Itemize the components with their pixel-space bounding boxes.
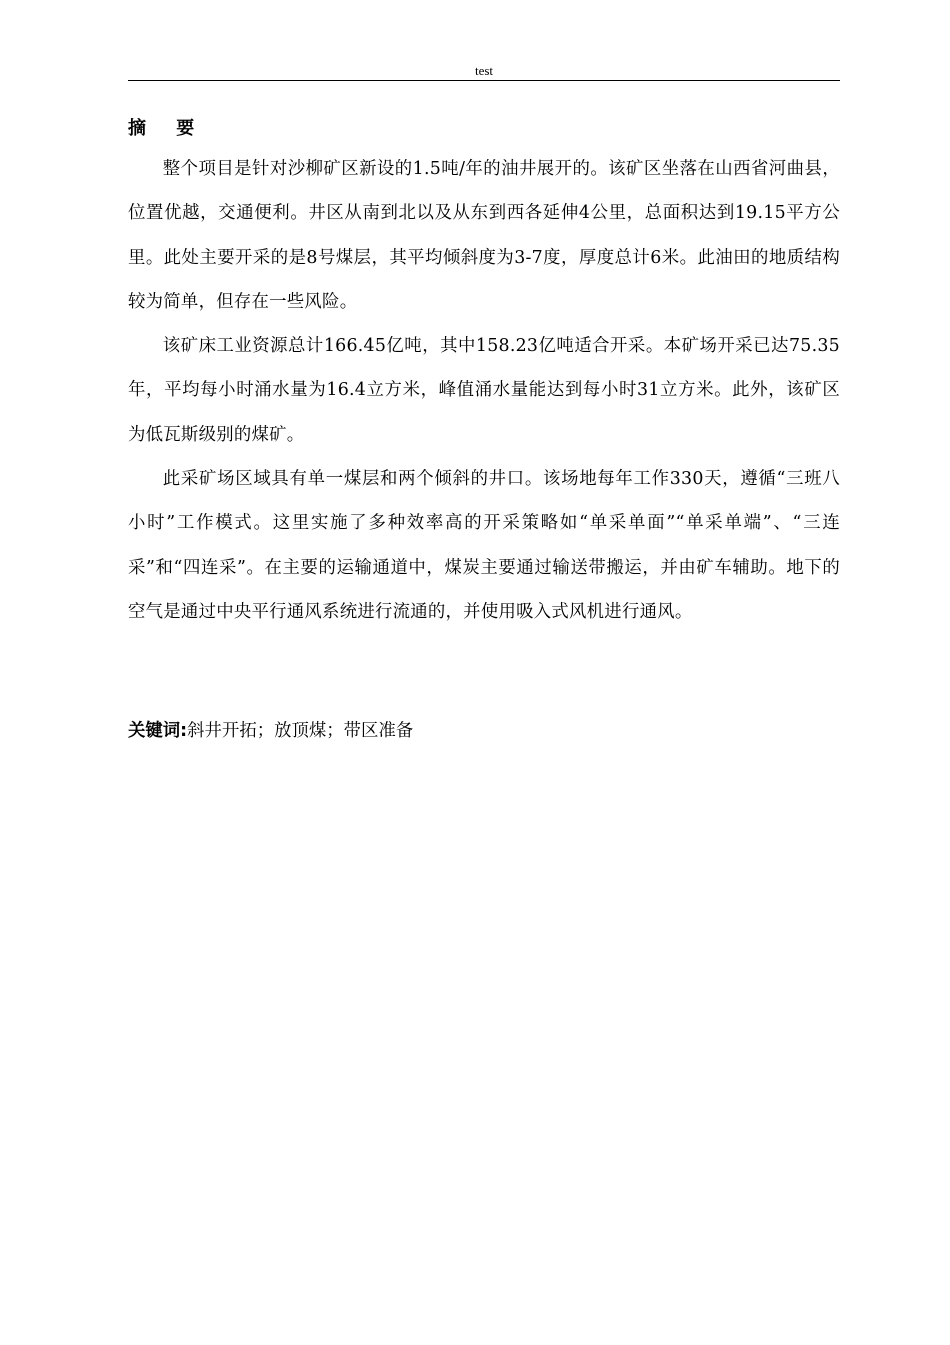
abstract-title: 摘 要	[128, 118, 207, 139]
header-rule	[128, 80, 840, 81]
abstract-paragraph: 整个项目是针对沙柳矿区新设的1.5吨/年的油井展开的。该矿区坐落在山西省河曲县，位置优越，交通便利。井区从南到北以及从东到西各延伸4公里，总面积达到19.15平方公里。此处主要开采的是8号煤层，其平均倾斜度为3-7度，厚度总计6米。此油田的地质结构较为简单，但存在一些风险。	[128, 159, 840, 312]
keywords-label: 关键词:	[128, 721, 188, 741]
abstract-paragraph: 该矿床工业资源总计166.45亿吨，其中158.23亿吨适合开采。本矿场开采已达75.35年，平均每小时涌水量为16.4立方米，峰值涌水量能达到每小时31立方米。此外，该矿区为低瓦斯级别的煤矿。	[128, 336, 840, 445]
abstract-body	[128, 147, 840, 634]
page-header: test	[474, 63, 494, 78]
keywords-line	[128, 718, 413, 744]
abstract-paragraph: 此采矿场区域具有单一煤层和两个倾斜的井口。该场地每年工作330天，遵循“三班八小时”工作模式。这里实施了多种效率高的开采策略如“单采单面”“单采单端”、“三连采”和“四连采”。在主要的运输通道中，煤炭主要通过输送带搬运，并由矿车辅助。地下的空气是通过中央平行通风系统进行流通的，并使用吸入式风机进行通风。	[128, 469, 840, 622]
keywords-value: 斜井开拓；放顶煤；带区准备	[187, 721, 414, 741]
